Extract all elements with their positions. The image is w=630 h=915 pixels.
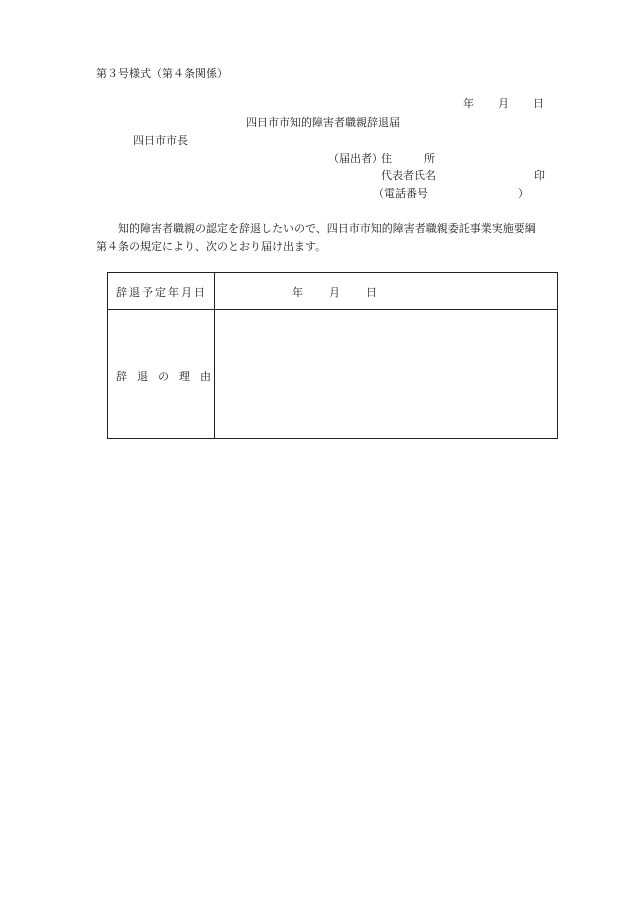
address-label-first: 住 — [381, 152, 392, 165]
seal-mark: 印 — [534, 169, 545, 182]
address-label-second: 所 — [424, 152, 435, 165]
form-number: 第３号様式（第４条関係） — [96, 67, 228, 80]
representative-label: 代表者氏名 — [381, 169, 436, 182]
table-column-divider — [214, 273, 215, 438]
date-month: 月 — [498, 97, 509, 110]
withdrawal-date-value — [292, 284, 377, 300]
phone-close: ） — [518, 187, 529, 200]
phone-field — [373, 187, 529, 201]
withdrawal-reason-label: 辞退の理由 — [116, 370, 221, 383]
body-line-2: 第４条の規定により、次のとおり届け出ます。 — [96, 240, 327, 253]
withdrawal-month: 月 — [329, 286, 340, 299]
withdrawal-year: 年 — [292, 286, 303, 299]
date-line — [463, 97, 544, 111]
withdrawal-table — [107, 272, 558, 439]
submitter-label: （届出者） — [328, 152, 383, 165]
addressee: 四日市市長 — [133, 134, 188, 147]
phone-label: （電話番号 — [373, 187, 428, 200]
address-label — [381, 152, 435, 166]
withdrawal-day: 日 — [366, 286, 377, 299]
body-line-1: 知的障害者職親の認定を辞退したいので、四日市市知的障害者職親委託事業実施要綱 — [118, 222, 536, 235]
date-day: 日 — [533, 97, 544, 110]
body-text — [96, 220, 576, 256]
withdrawal-date-label: 辞退予定年月日 — [116, 286, 207, 299]
date-year: 年 — [463, 97, 474, 110]
document-title: 四日市市知的障害者職親辞退届 — [246, 116, 400, 129]
